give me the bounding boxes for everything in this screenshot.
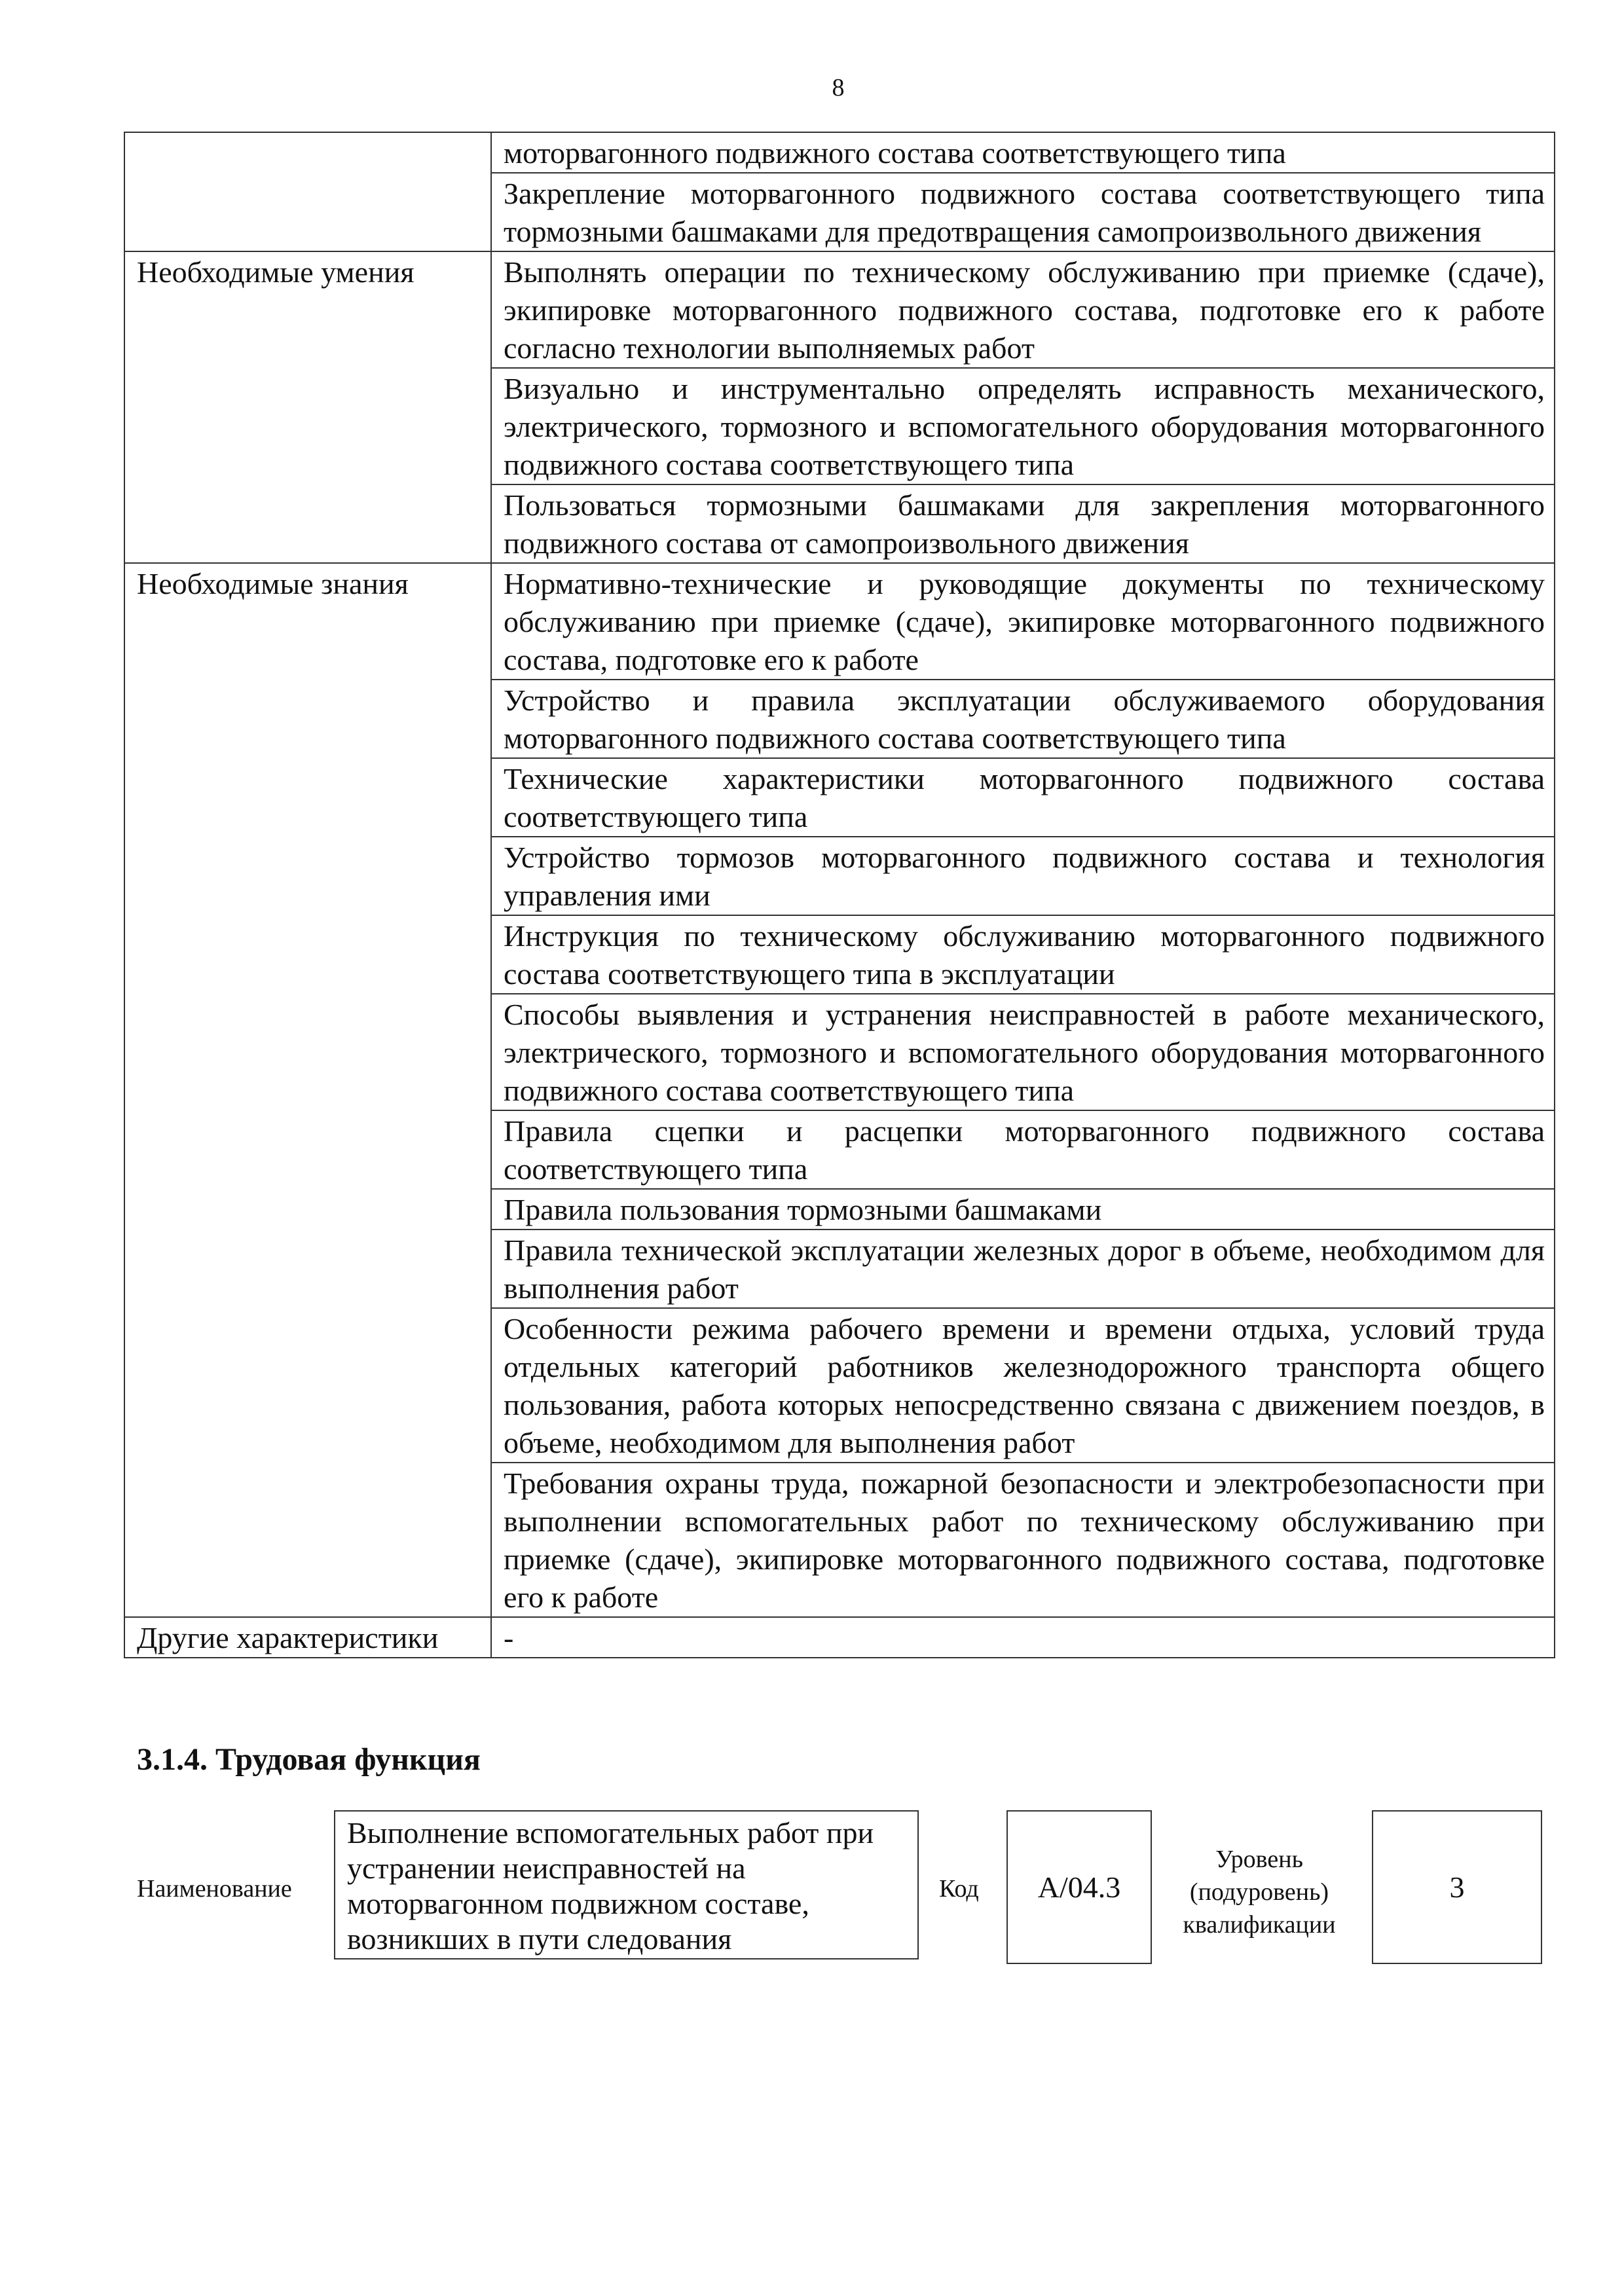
qualification-level-value: 3	[1372, 1810, 1542, 1964]
function-name-value: Выполнение вспомогательных работ при устранении неисправностей на моторвагонном подвижном составе, возникших в пути следования	[334, 1810, 919, 1959]
item-cell: Устройство и правила эксплуатации обслуживаемого оборудования моторвагонного подвижного состава соответствующего типа	[491, 680, 1555, 758]
item-cell: моторвагонного подвижного состава соответствующего типа	[491, 132, 1555, 173]
qualification-level-label: Уровень (подуровень) квалификации	[1183, 1846, 1336, 1939]
category-cell	[124, 132, 491, 251]
item-cell: Нормативно-технические и руководящие документы по техническому обслуживанию при приемке (сдаче), экипировке моторвагонного подвижного состава, подготовке его к работе	[491, 563, 1555, 680]
category-cell: Другие характеристики	[124, 1617, 491, 1658]
item-cell: Правила технической эксплуатации железных дорог в объеме, необходимом для выполнения работ	[491, 1230, 1555, 1308]
item-cell: Требования охраны труда, пожарной безопасности и электробезопасности при выполнении вспомогательных работ по техническому обслуживанию при приемке (сдаче), экипировке моторвагонного подвижного состава, подготовке его к работе	[491, 1463, 1555, 1617]
item-cell: Визуально и инструментально определять исправность механического, электрического, тормозного и вспомогательного оборудования моторвагонного подвижного состава соответствующего типа	[491, 368, 1555, 484]
item-cell: Выполнять операции по техническому обслуживанию при приемке (сдаче), экипировке моторвагонного подвижного состава, подготовке его к работе согласно технологии выполняемых работ	[491, 251, 1555, 368]
table-row	[124, 132, 1555, 173]
function-code-value: A/04.3	[1006, 1810, 1152, 1964]
competency-table	[124, 132, 1555, 1658]
function-name-label: Наименование	[137, 1875, 292, 1903]
table-row	[124, 251, 1555, 368]
item-cell: Пользоваться тормозными башмаками для закрепления моторвагонного подвижного состава от самопроизвольного движения	[491, 484, 1555, 563]
table-row	[124, 1617, 1555, 1658]
table-row	[124, 563, 1555, 680]
page-number: 8	[832, 74, 845, 101]
item-cell: Инструкция по техническому обслуживанию моторвагонного подвижного состава соответствующего типа в эксплуатации	[491, 915, 1555, 994]
item-cell: Закрепление моторвагонного подвижного состава соответствующего типа тормозными башмаками для предотвращения самопроизвольного движения	[491, 173, 1555, 251]
item-cell: Правила сцепки и расцепки моторвагонного подвижного состава соответствующего типа	[491, 1110, 1555, 1189]
function-code-label: Код	[939, 1875, 979, 1903]
item-cell: Правила пользования тормозными башмаками	[491, 1189, 1555, 1230]
item-cell: Устройство тормозов моторвагонного подвижного состава и технология управления ими	[491, 837, 1555, 915]
section-heading: 3.1.4. Трудовая функция	[137, 1742, 481, 1777]
item-cell: -	[491, 1617, 1555, 1658]
category-cell: Необходимые знания	[124, 563, 491, 1617]
item-cell: Особенности режима рабочего времени и времени отдыха, условий труда отдельных категорий работников железнодорожного транспорта общего пользования, работа которых непосредственно связана с движением поездов, в объеме, необходимом для выполнения работ	[491, 1308, 1555, 1463]
item-cell: Технические характеристики моторвагонного подвижного состава соответствующего типа	[491, 758, 1555, 837]
item-cell: Способы выявления и устранения неисправностей в работе механического, электрического, тормозного и вспомогательного оборудования моторвагонного подвижного состава соответствующего типа	[491, 994, 1555, 1110]
category-cell: Необходимые умения	[124, 251, 491, 563]
